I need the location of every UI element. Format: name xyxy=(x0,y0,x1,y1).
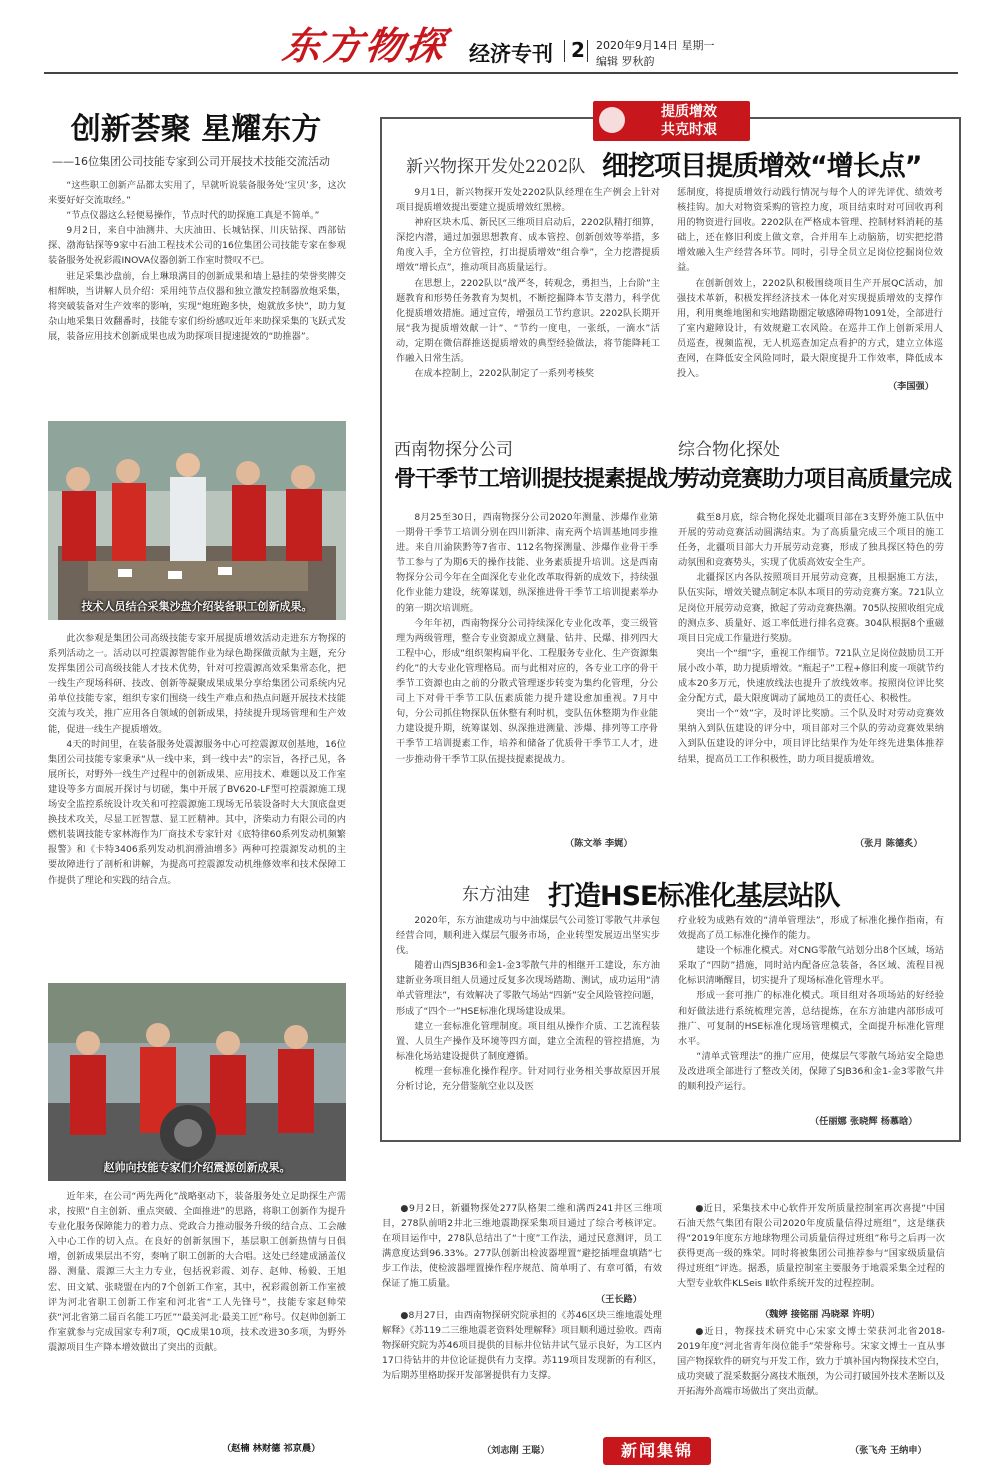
paragraph: 建立一套标准化管理制度。项目组从操作介质、工艺流程装置、人员生产操作及环境等四方面，建立全流程的管控措施，为标准化场站建设提供了制度遵循。 xyxy=(396,1020,660,1062)
byline: （赵楠 林财德 祁京晨） xyxy=(222,1443,321,1454)
news-brief-column xyxy=(382,1201,662,1292)
article-kicker: 新兴物探开发处2202队 xyxy=(406,157,586,177)
paragraph: 惩制度，将提质增效行动践行情况与每个人的评先评优、绩效考核挂钩。加大对物资采购的管控力度，项目结束时对可回收再利用的物资进行回收。2202队在严格成本管理、控制材料消耗的基础上，还在修旧利废上做文章，合并用车上动脑筋，切实把挖潜增效融入生产经营各环节。同时，引导全员立足岗位挖掘岗位效益。 xyxy=(677,187,943,274)
paragraph: ●近日，采集技术中心软件开发所质量控制室再次喜提“中国石油天然气集团有限公司2020年度质量信得过班组”，这是继获得“2019年度东方地球物理公司质量信得过班组”称号之后再一次获得更高一级的殊荣。同时将被集团公司推荐参与“国家级质量信得过班组”评选。据悉，质量控制室主要服务于地震采集全过程的大型专业软件KLSeis Ⅱ软件系统开发的过程控制。 xyxy=(677,1203,945,1290)
news-roundup-text: 新闻集锦 xyxy=(620,1441,693,1460)
feature-title: 创新荟聚 星耀东方 xyxy=(70,112,322,147)
feature-body xyxy=(48,631,346,888)
paragraph: “清单式管理法”的推广应用，使煤层气零散气场站安全隐患及改进项全部进行了整改关闭，保障了SJB36和金1-金3零散气井的顺利投产运行。 xyxy=(678,1050,944,1093)
section-title: 经济专刊 xyxy=(469,42,553,66)
photo-sandtable xyxy=(48,421,346,620)
paragraph: 9月2日，来自中油测井、大庆油田、长城钻探、川庆钻探、西部钻探、渤海钻探等9家中石油工程技术公司的16位集团公司技能专家在参观装备服务处祝彩霞INOVA仪器创新工作室时赞叹不已。 xyxy=(48,225,346,267)
paragraph: 建设一个标准化模式。对CNG零散气站划分出8个区域，场站采取了“四防”措施，同时站内配备应急装备，各区域、流程目视化标识清晰醒目，切实提升了现场标准化管理水平。 xyxy=(678,945,944,987)
article-title: 骨干季节工培训提技提素提战力 xyxy=(394,467,689,492)
paragraph: 8月25至30日，西南物探分公司2020年测量、涉爆作业第一期骨干季节工培训分别在四川新津、南充两个培训基地同步推进。来自川渝陕黔等7省市、112名物探测量、涉爆作业骨干季节工参与了为期6天的操作技能、业务素质提升培训。这是西南物探分公司今年在全面深化专业化改革取得新的成效下，持续强化作业能力建设，统筹谋划，纵深推进骨干季节工培训提素举办的第一期次培训班。 xyxy=(396,512,658,614)
news-brief-column xyxy=(677,1201,945,1292)
paragraph: 突出一个“细”字，重视工作细节。721队立足岗位鼓励员工开展小改小革，助力提质增效。“瓶起子”工程+修旧利废一项就节约成本20多万元，快速放线法也提升了放线效率。按照岗位评比奖金分配方式，最大限度调动了属地员工的责任心、积极性。 xyxy=(678,647,944,705)
article-kicker: 综合物化探处 xyxy=(678,440,780,460)
article-column xyxy=(396,510,658,767)
paragraph: 此次参观是集团公司高级技能专家开展提质增效活动走进东方物探的系列活动之一。活动以可控震源智能作业为绿色勘探做贡献为主题，充分发挥集团公司高级技能人才技术优势，针对可控震源高效采集常态化，把一线生产现场科研、技改、创新等凝聚成果成果分享给集团公司系统内兄弟单位技能专家，组织专家们围绕一线生产难点和热点问题开展技术技能交流与攻关，推广应用各自领域的创新成果，持续提升现场管理和生产效能，促进一线生产提质增效。 xyxy=(48,633,346,735)
paragraph: 形成一套可推广的标准化模式。项目组对各项场站的好经验和好做法进行系统梳理完善，总结提炼，在东方油建内部形成可推广、可复制的HSE标准化现场管理模式，全面提升标准化管理水平。 xyxy=(678,990,944,1047)
photo-caption: 赵帅向技能专家们介绍震源创新成果。 xyxy=(103,1161,291,1174)
paragraph: 梳理一套标准化操作程序。针对同行业务相关事故原因开展分析讨论，充分借鉴航空业以及医 xyxy=(396,1065,660,1093)
paragraph: 神府区块木瓜、新民区三维项目启动后，2202队精打细算，深挖内潜，通过加强思想教育、成本管控、创新创效等举措，多角度入手，全方位管控，打出提质增效“组合拳”，全力挖潜提质增效“增长点”，推动项目高质量运行。 xyxy=(396,217,660,274)
article-title: 打造HSE标准化基层站队 xyxy=(548,881,840,912)
paragraph: 随着山西SJB36和金1-金3零散气井的相继开工建设，东方油建新业务项目组人员通过反复多次现场踏勘、测试，成功运用“清单式管理法”，有效解决了零散气场站“四新”安全风险管控问题，形成了“四个一”HSE标准化现场建设成果。 xyxy=(396,960,660,1017)
paragraph: 近年来，在公司“两先两化”战略驱动下，装备服务处立足助探生产需求，按照“自主创新、重点突破、全面推进”的思路，将职工创新作为提升专业化服务保障能力的着力点、党政合力推动服务升级的结合点、工会融入中心工作的切入点。在良好的创新氛围下，基层职工创新热情与日俱增，创新成果层出不穷，奏响了职工创新的大合唱。这处已经建成涵盖仪器、测量、震源三大主力专业，包括祝彩霞、刘存、赵帅、杨毅、王旭宏、田文斌、张晓盟在内的7个创新工作室，其中，祝彩霞创新工作室被评为河北省职工创新工作室和河北省“工人先锋号”，技能专家赵帅荣获“河北省第二届百名能工巧匠”“最美河北·最美工匠”称号。仅赵帅创新工作室就参与完成国家专利7项，QC成果10项，技术改进30多项，为野外震源项目生产降本增效做出了突出的贡献。 xyxy=(48,1191,346,1353)
article-column xyxy=(678,913,944,1094)
article-kicker: 西南物探分公司 xyxy=(394,440,513,460)
masthead xyxy=(0,0,1000,80)
paragraph: 突出一个“效”字，及时评比奖励。三个队及时对劳动竞赛效果纳入到队伍建设的评分中，项目部对三个队的劳动竞赛效果纳入到队伍建设的评分中，项目评比结果作为处年终先进集体推荐结果，提高员工工作积极性，助力项目提质增效。 xyxy=(678,708,944,765)
feature-subtitle: ——16位集团公司技能专家到公司开展技术技能交流活动 xyxy=(52,155,330,168)
badge-line-1: 提质增效 xyxy=(661,104,717,120)
paragraph: 在成本控制上，2202队制定了一系列考核奖 xyxy=(414,368,594,380)
paragraph: 2020年，东方油建成功与中油煤层气公司签订零散气井承包经营合同，顺利进入煤层气服务市场，企业转型发展迈出坚实步伐。 xyxy=(396,915,660,957)
photo-illustration xyxy=(48,421,346,620)
paragraph: 在创新创效上，2202队积极围绕项目生产开展QC活动，加强技术革新，积极发挥经济技术一体化对实现提质增效的支撑作用，利用奥维地图和实地踏勘圈定敏感障碍物1091处，全部进行了室内避障设计，有效规避工农风险。在巡井工作上创新采用人员巡查，视频监视，无人机巡查加定点看护的方式，建立立体巡查网，在降低安全风险同时，最大限度提升工作效率，降低成本投入。 xyxy=(677,277,943,380)
photo-illustration xyxy=(48,983,346,1181)
paragraph: “节点仪器这么轻便易操作，节点时代的助探施工真是不简单。” xyxy=(66,210,320,222)
byline: （王长路） xyxy=(596,1294,642,1305)
paragraph: “这些职工创新产品都太实用了，早就听说装备服务处‘宝贝’多，这次来要好好交流取经。” xyxy=(48,180,346,207)
article-column xyxy=(677,185,943,381)
paragraph: 驻足采集沙盘前，台上琳琅满目的创新成果和墙上悬挂的荣誉奖牌交相辉映，当讲解人员介绍：采用纯节点仪器和独立激发控制器放炮采集，将突破装备对生产效率的影响，实现“炮班跑多快，炮就放多快”，助力复杂山地采集日效翻番时，技能专家们纷纷感叹近年来助探采集的飞跃式发展，装备应用技术创新成果也成为助探项目提速提效的“助推器”。 xyxy=(48,270,346,342)
news-roundup-label xyxy=(603,1437,711,1465)
article-column xyxy=(678,510,944,767)
feature-body xyxy=(48,178,346,344)
paragraph: 疗业较为成熟有效的“清单管理法”，形成了标准化操作指南，有效提高了员工标准化操作的能力。 xyxy=(678,915,944,942)
byline: （李国强） xyxy=(888,381,934,392)
news-brief-column xyxy=(677,1324,945,1399)
paragraph: ●8月27日，由西南物探研究院承担的《苏46区块三维地震处理解释》《苏119二三维地震老资料处理解释》项目顺利通过验收。西南物探研究院为苏46项目提供的目标井位钻井试气显示良好，为工区内17口待钻井的井位论证提供有力支撑。苏119项目发现新的有利区，为后期苏里格助探开发部署提供有力支撑。 xyxy=(382,1310,662,1382)
paragraph: 4天的时间里，在装备服务处震源服务中心可控震源双创基地，16位集团公司技能专家秉承“从一线中来，到一线中去”的宗旨，各抒己见，各展所长，对野外一线生产过程中的创新成果、应用技术、难题以及工作室建设等多方面展开探讨与切磋，集中开展了BV620-LF型可控震源施工现场安全监控系统设计攻关和可控震源施工现场无吊装设备时大大顶底盘更换技术攻关，尽显工匠智慧、显工匠精神。其中，济柴动力有限公司的内燃机装调技能专家林海作为厂商技术专家针对《底特律60系列发动机频繁报警》和《卡特3406系列发动机润滑油增多》两种可控震源发动机的主要故障进行了剖析和讲解，为提高可控震源发动机维修效率和技术保障工作提供了理论和实践的结合点。 xyxy=(48,738,346,886)
section-badge xyxy=(593,101,750,141)
paragraph: 北疆探区内各队按照项目开展劳动竞赛，且根据施工方法，队伍实际，增效关键点制定本队本项目的劳动竞赛方案。721队立足岗位开展劳动竞赛，掀起了劳动竞赛热潮。705队按照收组完成的测点多、质量好、返工率低进行排名竞赛。304队根据8个重磁项目日完成工作量进行奖励。 xyxy=(678,572,944,644)
editor: 编辑 罗秋韵 xyxy=(596,55,655,68)
article-column xyxy=(396,913,660,1094)
divider xyxy=(564,40,565,62)
paragraph: ●9月2日，新疆物探处277队格架二维和满西241井区三维项目，278队前哨2井北三维地震勘探采集项目通过了综合考核评定。在项目运作中，278队总结出了“十度”工作法，通过民意测评，员工满意度达到96.33%。277队创新出检波器埋置“避挖插埋盘填踏”七步工作法，使检波器埋置操作程序规范、简单明了、有章可循，有效保证了施工质量。 xyxy=(382,1203,662,1290)
paragraph: ●近日，物探技术研究中心宋家文博士荣获河北省2018-2019年度“河北省青年岗位能手”荣誉称号。宋家文博士一直从事国产物探软件的研究与开发工作，致力于填补国内物探技术空白，成功突破了混采数据分离技术瓶颈，为公司打破国外技术垄断以及开拓海外高端市场做出了突出贡献。 xyxy=(677,1326,945,1398)
paragraph: 今年年初，西南物探分公司持续深化专业化改革，变三级管理为两级管理，整合专业资源成立测量、钻井、民爆、排列四大工程中心，形成“组织架构扁平化、工程服务专业化、生产资源集约化”的大专业化管理格局。而与此相对应的，各专业工序的骨干季节工资源也由之前的分散式管理逐步转变为集约化管理，分公司上下对骨干季节工队伍素质能力提升建设愈加重视。7月中旬，分公司抓住物探队伍休整有利时机，变队伍休整期为作业能力建设提升期，统筹谋划、纵深推进测量、涉爆、排列等工序骨干季节工培训提素工作，培养和储备了优质骨干季节工人才，进一步推动骨干季节工队伍提技提素提战力。 xyxy=(396,617,659,765)
page-number: 2 xyxy=(571,38,585,62)
badge-icon xyxy=(599,107,625,133)
paragraph: 截至8月底，综合物化探处北疆项目部在3支野外施工队伍中开展的劳动竞赛活动圆满结束。为了高质量完成三个项目的施工任务，北疆项目部大力开展劳动竞赛，形成了独具探区特色的劳动氛围和竞赛势头，实现了优质高效安全生产。 xyxy=(678,512,944,569)
article-kicker: 东方油建 xyxy=(462,885,530,905)
paragraph: 在思想上，2202队以“战严冬，转观念，勇担当，上台阶”主题教育和形势任务教育为契机，不断挖掘降本节支潜力，科学优化提质增效措施。通过宣传，增强员工节约意识。2202队长期开展“我为提质增效献一计”、“节约一度电，一张纸，一滴水”活动，定期在微信群推送提质增效的典型经验做法，将节能降耗工作融入日常生活。 xyxy=(396,277,660,365)
paragraph: 9月1日，新兴物探开发处2202队队经理在生产例会上针对项目提质增效提出要建立提质增效红黑榜。 xyxy=(396,187,660,214)
byline: （张飞舟 王纳申） xyxy=(850,1445,927,1456)
byline: （陈文举 李娓） xyxy=(565,838,633,849)
article-title: 细挖项目提质增效“增长点” xyxy=(602,151,922,182)
badge-line-2: 共克时艰 xyxy=(661,122,717,138)
logo: 东方物探 xyxy=(279,23,451,68)
article-column xyxy=(396,185,660,381)
byline: （刘志刚 王聪） xyxy=(482,1445,550,1456)
masthead-rule xyxy=(44,72,958,74)
article-title: 劳动竞赛助力项目高质量完成 xyxy=(678,467,952,492)
issue-date: 2020年9月14日 星期一 xyxy=(596,39,715,52)
byline: （任丽娜 张晓辉 杨慕晗） xyxy=(810,1116,918,1127)
byline: （魏婷 接铭丽 冯晓翠 许明） xyxy=(760,1309,880,1320)
divider xyxy=(587,40,588,62)
photo-vibrator xyxy=(48,983,346,1181)
news-brief-column xyxy=(382,1308,662,1383)
photo-caption: 技术人员结合采集沙盘介绍装备职工创新成果。 xyxy=(81,600,313,613)
feature-body xyxy=(48,1189,346,1355)
byline: （张月 陈德炙） xyxy=(855,838,923,849)
